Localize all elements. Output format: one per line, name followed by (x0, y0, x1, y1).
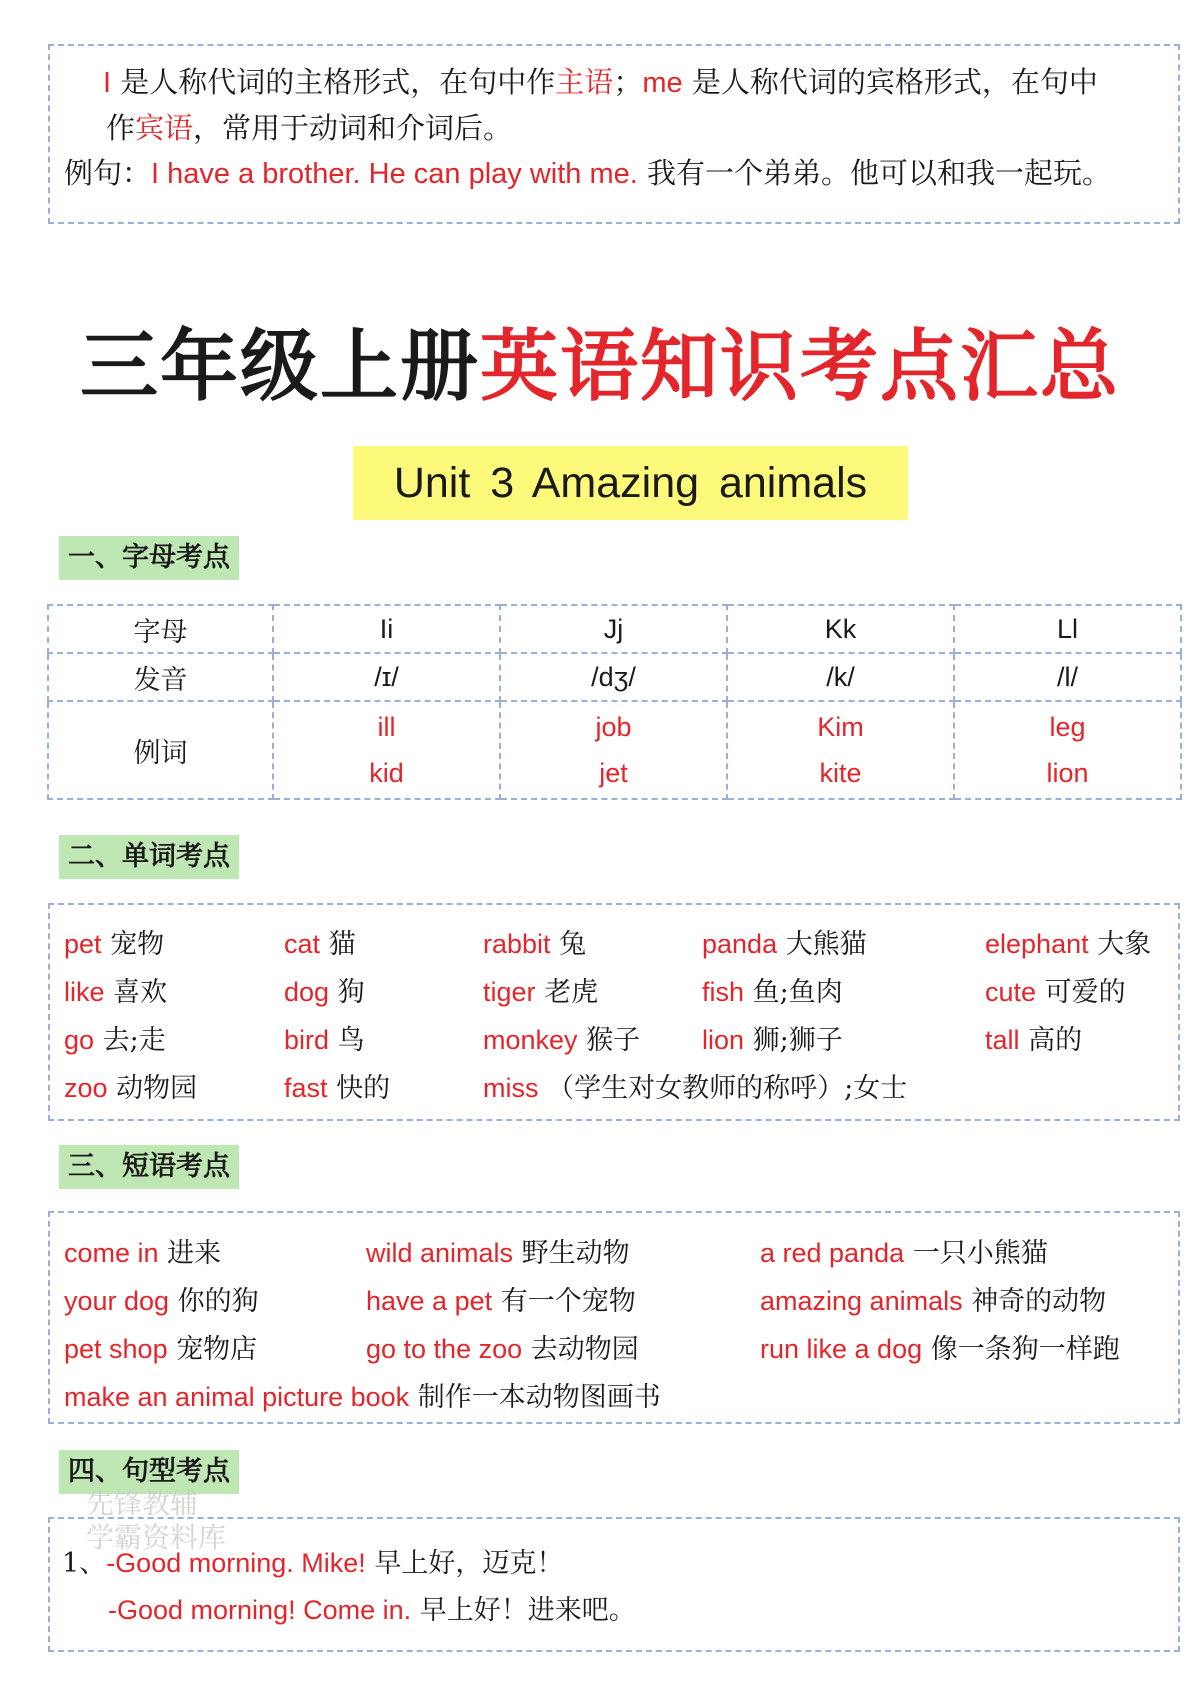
letter-cell: Ii (273, 605, 500, 653)
word-item: bird 鸟 (284, 1025, 365, 1056)
word-item: fish 鱼;鱼肉 (702, 977, 843, 1008)
example-word: lion (1046, 758, 1089, 788)
phrase-item: have a pet 有一个宠物 (366, 1286, 636, 1317)
word-item: rabbit 兔 (483, 929, 587, 960)
phrase-item: make an animal picture book 制作一本动物图画书 (64, 1382, 661, 1413)
example-word: leg (1049, 712, 1086, 742)
section-heading-phrases: 三、短语考点 (59, 1145, 239, 1189)
section-heading-sentences: 四、句型考点 (59, 1450, 239, 1494)
note-example: 例句：I have a brother. He can play with me. 我有一个弟弟。他可以和我一起玩。 (64, 156, 1112, 190)
phrases-box (48, 1211, 1180, 1424)
sounds-row (48, 653, 1181, 701)
row-label-example: 例词 (48, 701, 273, 799)
vocabulary-box (48, 903, 1180, 1121)
word-item: cute 可爱的 (985, 977, 1126, 1008)
sound-cell: /ɪ/ (273, 653, 500, 701)
phrase-item: your dog 你的狗 (64, 1286, 259, 1317)
note-line-2: 作宾语，常用于动词和介词后。 (106, 111, 513, 145)
phrase-item: run like a dog 像一条狗一样跑 (760, 1334, 1120, 1365)
letters-table (47, 604, 1182, 800)
phrase-item: amazing animals 神奇的动物 (760, 1286, 1107, 1317)
example-word: kite (819, 758, 862, 788)
sound-cell: /l/ (954, 653, 1181, 701)
page-title: 三年级上册英语知识考点汇总 (79, 321, 1121, 412)
word-item: go 去;走 (64, 1025, 166, 1056)
phrase-item: a red panda 一只小熊猫 (760, 1238, 1048, 1269)
example-words-cell (727, 701, 954, 799)
letter-cell: Jj (500, 605, 727, 653)
word-item: like 喜欢 (64, 977, 168, 1008)
note-line-1: I 是人称代词的主格形式，在句中作主语；me 是人称代词的宾格形式，在句中 (103, 65, 1098, 99)
example-word: kid (369, 758, 404, 788)
example-word: ill (377, 712, 396, 742)
word-item: panda 大熊猫 (702, 929, 867, 960)
example-words-cell (500, 701, 727, 799)
phrase-item: come in 进来 (64, 1238, 222, 1269)
example-words-cell (954, 701, 1181, 799)
word-item: tiger 老虎 (483, 977, 599, 1008)
phrase-item: wild animals 野生动物 (366, 1238, 630, 1269)
watermark: 先锋教辅 学霸资料库 (86, 1487, 227, 1554)
example-word: Kim (817, 712, 864, 742)
letters-row (48, 605, 1181, 653)
example-word: jet (599, 758, 628, 788)
row-label-letter: 字母 (48, 605, 273, 653)
word-item: tall 高的 (985, 1025, 1083, 1056)
word-item: dog 狗 (284, 977, 365, 1008)
word-item: miss （学生对女教师的称呼）;女士 (483, 1073, 908, 1104)
phrase-item: go to the zoo 去动物园 (366, 1334, 639, 1365)
word-item: fast 快的 (284, 1073, 391, 1104)
word-item: monkey 猴子 (483, 1025, 641, 1056)
word-item: elephant 大象 (985, 929, 1152, 960)
unit-heading: Unit 3 Amazing animals (353, 446, 908, 520)
letter-cell: Kk (727, 605, 954, 653)
word-item: pet 宠物 (64, 929, 165, 960)
word-item: zoo 动物园 (64, 1073, 198, 1104)
phrase-item: pet shop 宠物店 (64, 1334, 258, 1365)
example-words-cell (273, 701, 500, 799)
word-item: lion 狮;狮子 (702, 1025, 843, 1056)
row-label-sound: 发音 (48, 653, 273, 701)
sentence-line-1: 1、-Good morning. Mike! 早上好，迈克！ (62, 1548, 564, 1579)
example-word: job (595, 712, 632, 742)
sentence-line-2: -Good morning! Come in. 早上好！进来吧。 (108, 1595, 636, 1626)
grammar-note-box (48, 44, 1180, 224)
section-heading-words: 二、单词考点 (59, 835, 239, 879)
example-words-row (48, 701, 1181, 799)
sound-cell: /dʒ/ (500, 653, 727, 701)
word-item: cat 猫 (284, 929, 356, 960)
section-heading-letters: 一、字母考点 (59, 536, 239, 580)
letter-cell: Ll (954, 605, 1181, 653)
sound-cell: /k/ (727, 653, 954, 701)
